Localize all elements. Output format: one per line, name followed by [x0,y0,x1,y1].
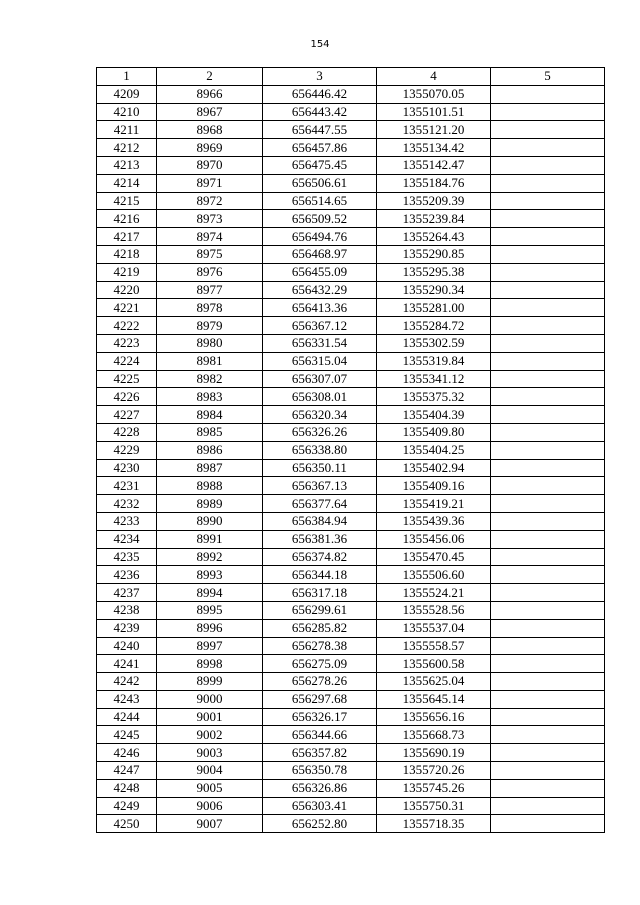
table-cell-col-3: 656307.07 [263,370,377,388]
table-cell-col-3: 656326.26 [263,423,377,441]
table-cell-col-3: 656443.42 [263,103,377,121]
table-cell-col-4: 1355184.76 [377,174,491,192]
column-header-2: 2 [157,68,263,86]
table-row [97,263,605,281]
table-row [97,388,605,406]
table-cell-col-2: 8996 [157,619,263,637]
table-cell-col-4: 1355404.39 [377,406,491,424]
table-cell-col-4: 1355656.16 [377,708,491,726]
table-cell-col-4: 1355341.12 [377,370,491,388]
table-cell-col-2: 8994 [157,584,263,602]
table-cell-col-2: 9003 [157,744,263,762]
table-cell-col-4: 1355558.57 [377,637,491,655]
table-cell-col-3: 656344.18 [263,566,377,584]
table-cell-col-5 [491,85,605,103]
table-cell-col-1: 4214 [97,174,157,192]
table-row [97,370,605,388]
table-row [97,103,605,121]
table-cell-col-1: 4233 [97,512,157,530]
table-row [97,530,605,548]
table-cell-col-4: 1355101.51 [377,103,491,121]
table-row [97,139,605,157]
table-cell-col-3: 656367.12 [263,317,377,335]
table-cell-col-1: 4242 [97,673,157,691]
table-cell-col-4: 1355404.25 [377,441,491,459]
table-row [97,334,605,352]
table-cell-col-4: 1355284.72 [377,317,491,335]
table-cell-col-5 [491,584,605,602]
table-cell-col-4: 1355319.84 [377,352,491,370]
table-cell-col-5 [491,637,605,655]
table-cell-col-1: 4224 [97,352,157,370]
table-cell-col-1: 4238 [97,601,157,619]
table-cell-col-5 [491,299,605,317]
table-cell-col-1: 4215 [97,192,157,210]
table-cell-col-2: 8972 [157,192,263,210]
table-cell-col-4: 1355375.32 [377,388,491,406]
table-cell-col-2: 8976 [157,263,263,281]
table-cell-col-4: 1355295.38 [377,263,491,281]
table-row [97,317,605,335]
table-row [97,690,605,708]
table-row [97,352,605,370]
table-cell-col-3: 656432.29 [263,281,377,299]
table-cell-col-2: 8993 [157,566,263,584]
table-row [97,423,605,441]
table-row [97,744,605,762]
table-cell-col-5 [491,744,605,762]
table-cell-col-2: 8986 [157,441,263,459]
table-cell-col-1: 4223 [97,334,157,352]
table-row [97,210,605,228]
table-cell-col-1: 4219 [97,263,157,281]
table-cell-col-5 [491,281,605,299]
table-cell-col-3: 656320.34 [263,406,377,424]
table-row [97,174,605,192]
table-cell-col-3: 656377.64 [263,495,377,513]
table-cell-col-2: 8990 [157,512,263,530]
table-row [97,121,605,139]
table-cell-col-2: 8987 [157,459,263,477]
table-cell-col-4: 1355290.85 [377,245,491,263]
table-cell-col-4: 1355281.00 [377,299,491,317]
table-cell-col-5 [491,245,605,263]
table-cell-col-4: 1355239.84 [377,210,491,228]
table-cell-col-4: 1355142.47 [377,156,491,174]
table-row [97,637,605,655]
header-row [97,68,605,86]
table-cell-col-4: 1355720.26 [377,762,491,780]
table-cell-col-2: 8991 [157,530,263,548]
table-row [97,245,605,263]
table-cell-col-1: 4220 [97,281,157,299]
page-number: 154 [310,39,330,50]
table-cell-col-1: 4212 [97,139,157,157]
table-cell-col-2: 8969 [157,139,263,157]
table-row [97,673,605,691]
table-cell-col-1: 4218 [97,245,157,263]
table-cell-col-4: 1355718.35 [377,815,491,833]
table-cell-col-5 [491,388,605,406]
table-cell-col-1: 4230 [97,459,157,477]
table-cell-col-5 [491,228,605,246]
table-cell-col-1: 4250 [97,815,157,833]
table-cell-col-5 [491,156,605,174]
table-cell-col-5 [491,334,605,352]
table-cell-col-1: 4247 [97,762,157,780]
table-row [97,495,605,513]
table-cell-col-4: 1355537.04 [377,619,491,637]
table-row [97,192,605,210]
table-cell-col-5 [491,174,605,192]
table-row [97,228,605,246]
table-row [97,459,605,477]
table-cell-col-5 [491,103,605,121]
table-cell-col-5 [491,370,605,388]
table-cell-col-3: 656252.80 [263,815,377,833]
table-cell-col-5 [491,441,605,459]
table-cell-col-2: 9006 [157,797,263,815]
table-cell-col-4: 1355750.31 [377,797,491,815]
table-cell-col-4: 1355625.04 [377,673,491,691]
table-cell-col-3: 656299.61 [263,601,377,619]
table-row [97,156,605,174]
table-cell-col-4: 1355439.36 [377,512,491,530]
table-cell-col-1: 4216 [97,210,157,228]
table-cell-col-3: 656285.82 [263,619,377,637]
table-cell-col-2: 8984 [157,406,263,424]
table-cell-col-2: 8980 [157,334,263,352]
table-cell-col-3: 656303.41 [263,797,377,815]
table-cell-col-4: 1355456.06 [377,530,491,548]
table-cell-col-5 [491,601,605,619]
table-cell-col-4: 1355409.80 [377,423,491,441]
table-cell-col-1: 4225 [97,370,157,388]
table-cell-col-5 [491,192,605,210]
table-row [97,779,605,797]
table-cell-col-2: 8997 [157,637,263,655]
table-cell-col-4: 1355409.16 [377,477,491,495]
table-cell-col-4: 1355528.56 [377,601,491,619]
table-cell-col-4: 1355134.42 [377,139,491,157]
table-cell-col-1: 4236 [97,566,157,584]
table-cell-col-2: 8979 [157,317,263,335]
table-cell-col-1: 4232 [97,495,157,513]
table-cell-col-5 [491,815,605,833]
table-cell-col-1: 4228 [97,423,157,441]
table-cell-col-3: 656447.55 [263,121,377,139]
table-header [97,68,605,86]
column-header-1: 1 [97,68,157,86]
table-cell-col-3: 656446.42 [263,85,377,103]
table-cell-col-2: 8974 [157,228,263,246]
table-cell-col-1: 4244 [97,708,157,726]
table-cell-col-2: 8977 [157,281,263,299]
table-cell-col-2: 8999 [157,673,263,691]
table-cell-col-3: 656357.82 [263,744,377,762]
table-cell-col-5 [491,139,605,157]
table-cell-col-5 [491,121,605,139]
table-cell-col-3: 656326.86 [263,779,377,797]
table-cell-col-3: 656297.68 [263,690,377,708]
table-cell-col-3: 656275.09 [263,655,377,673]
table-cell-col-5 [491,566,605,584]
table-cell-col-5 [491,762,605,780]
table-cell-col-4: 1355264.43 [377,228,491,246]
table-cell-col-4: 1355600.58 [377,655,491,673]
table-row [97,566,605,584]
table-cell-col-1: 4231 [97,477,157,495]
table-cell-col-4: 1355121.20 [377,121,491,139]
table-cell-col-3: 656455.09 [263,263,377,281]
table-row [97,584,605,602]
table-row [97,815,605,833]
table-cell-col-5 [491,406,605,424]
table-cell-col-3: 656457.86 [263,139,377,157]
table-cell-col-3: 656475.45 [263,156,377,174]
table-cell-col-2: 9005 [157,779,263,797]
table-cell-col-5 [491,263,605,281]
table-cell-col-5 [491,317,605,335]
table-cell-col-1: 4241 [97,655,157,673]
table-cell-col-3: 656468.97 [263,245,377,263]
table-cell-col-1: 4234 [97,530,157,548]
table-row [97,477,605,495]
table-cell-col-2: 8983 [157,388,263,406]
table-cell-col-5 [491,210,605,228]
table-cell-col-1: 4210 [97,103,157,121]
table-cell-col-4: 1355402.94 [377,459,491,477]
table-cell-col-1: 4243 [97,690,157,708]
table-cell-col-5 [491,708,605,726]
table-cell-col-2: 8968 [157,121,263,139]
table-cell-col-2: 9001 [157,708,263,726]
table-cell-col-2: 8973 [157,210,263,228]
table-cell-col-5 [491,477,605,495]
table-cell-col-4: 1355209.39 [377,192,491,210]
table-cell-col-3: 656315.04 [263,352,377,370]
table-cell-col-5 [491,459,605,477]
table-cell-col-3: 656317.18 [263,584,377,602]
table-cell-col-3: 656350.11 [263,459,377,477]
table-row [97,512,605,530]
table-cell-col-2: 8970 [157,156,263,174]
table-row [97,708,605,726]
table-row [97,406,605,424]
table-cell-col-1: 4235 [97,548,157,566]
table-cell-col-5 [491,423,605,441]
table-cell-col-3: 656278.26 [263,673,377,691]
table-cell-col-4: 1355070.05 [377,85,491,103]
table-cell-col-3: 656350.78 [263,762,377,780]
table-row [97,762,605,780]
table-cell-col-2: 8998 [157,655,263,673]
table-cell-col-3: 656278.38 [263,637,377,655]
table-cell-col-4: 1355690.19 [377,744,491,762]
table-row [97,299,605,317]
table-row [97,797,605,815]
table-cell-col-2: 9000 [157,690,263,708]
table-cell-col-2: 8982 [157,370,263,388]
table-cell-col-3: 656338.80 [263,441,377,459]
table-cell-col-3: 656514.65 [263,192,377,210]
table-cell-col-1: 4245 [97,726,157,744]
table-row [97,601,605,619]
table-cell-col-1: 4246 [97,744,157,762]
table-cell-col-1: 4227 [97,406,157,424]
table-cell-col-4: 1355668.73 [377,726,491,744]
table-row [97,441,605,459]
table-cell-col-2: 8985 [157,423,263,441]
table-row [97,548,605,566]
table-cell-col-1: 4211 [97,121,157,139]
table-cell-col-4: 1355470.45 [377,548,491,566]
table-cell-col-5 [491,548,605,566]
column-header-5: 5 [491,68,605,86]
table-cell-col-3: 656367.13 [263,477,377,495]
table-cell-col-2: 9007 [157,815,263,833]
table-cell-col-4: 1355645.14 [377,690,491,708]
table-cell-col-2: 9002 [157,726,263,744]
table-cell-col-3: 656381.36 [263,530,377,548]
table-row [97,619,605,637]
table-cell-col-5 [491,779,605,797]
table-cell-col-3: 656494.76 [263,228,377,246]
table-body [97,85,605,832]
column-header-4: 4 [377,68,491,86]
table-cell-col-1: 4249 [97,797,157,815]
table-cell-col-5 [491,673,605,691]
table-cell-col-1: 4240 [97,637,157,655]
table-cell-col-3: 656331.54 [263,334,377,352]
table-row [97,655,605,673]
table-cell-col-1: 4248 [97,779,157,797]
table-cell-col-1: 4222 [97,317,157,335]
table-cell-col-2: 8992 [157,548,263,566]
table-cell-col-2: 8975 [157,245,263,263]
coordinates-table [96,67,605,833]
table-cell-col-5 [491,726,605,744]
table-cell-col-2: 8967 [157,103,263,121]
table-cell-col-1: 4237 [97,584,157,602]
table-cell-col-5 [491,530,605,548]
table-cell-col-5 [491,690,605,708]
table-cell-col-5 [491,495,605,513]
table-cell-col-3: 656326.17 [263,708,377,726]
table-cell-col-3: 656509.52 [263,210,377,228]
table-cell-col-5 [491,797,605,815]
table-row [97,281,605,299]
table-cell-col-1: 4221 [97,299,157,317]
table-cell-col-5 [491,352,605,370]
table-cell-col-3: 656506.61 [263,174,377,192]
table-cell-col-4: 1355302.59 [377,334,491,352]
table-cell-col-2: 8966 [157,85,263,103]
table-cell-col-2: 8978 [157,299,263,317]
table-cell-col-1: 4226 [97,388,157,406]
table-row [97,85,605,103]
table-cell-col-1: 4213 [97,156,157,174]
table-cell-col-4: 1355745.26 [377,779,491,797]
table-cell-col-2: 8981 [157,352,263,370]
table-cell-col-3: 656413.36 [263,299,377,317]
table-cell-col-4: 1355524.21 [377,584,491,602]
table-row [97,726,605,744]
table-cell-col-2: 9004 [157,762,263,780]
table-cell-col-2: 8995 [157,601,263,619]
table-cell-col-3: 656374.82 [263,548,377,566]
table-cell-col-2: 8988 [157,477,263,495]
table-cell-col-1: 4229 [97,441,157,459]
table-cell-col-4: 1355419.21 [377,495,491,513]
table-cell-col-5 [491,619,605,637]
table-cell-col-5 [491,655,605,673]
table-cell-col-5 [491,512,605,530]
table-cell-col-4: 1355290.34 [377,281,491,299]
table-cell-col-3: 656344.66 [263,726,377,744]
table-cell-col-4: 1355506.60 [377,566,491,584]
table-cell-col-1: 4217 [97,228,157,246]
table-cell-col-2: 8971 [157,174,263,192]
table-cell-col-1: 4209 [97,85,157,103]
table-cell-col-1: 4239 [97,619,157,637]
column-header-3: 3 [263,68,377,86]
table-cell-col-3: 656384.94 [263,512,377,530]
table-cell-col-2: 8989 [157,495,263,513]
table-cell-col-3: 656308.01 [263,388,377,406]
